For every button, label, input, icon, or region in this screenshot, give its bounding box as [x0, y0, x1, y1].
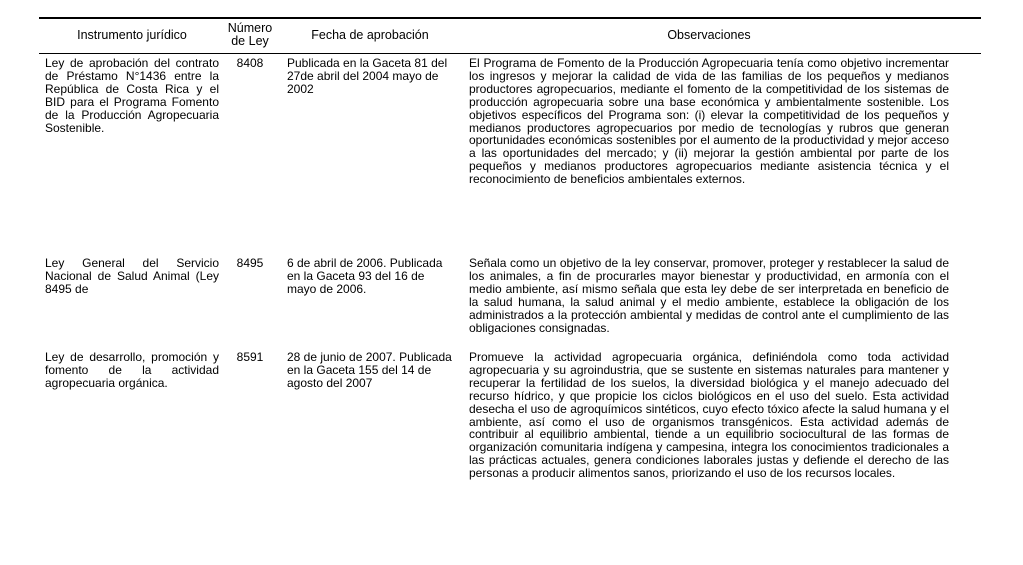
row-date: 28 de junio de 2007. Publicada en la Gaceta 155 del 14 de agosto del 2007 — [287, 350, 452, 390]
row-number: 8495 — [236, 256, 264, 270]
row-date: Publicada en la Gaceta 81 del 27de abril del 2004 mayo de 2002 — [287, 56, 448, 96]
header-date: Fecha de aprobación — [311, 28, 429, 42]
row-number: 8591 — [236, 350, 264, 364]
header-number: Número de Ley — [227, 21, 273, 48]
table-row — [39, 257, 981, 351]
header-observations: Observaciones — [667, 28, 751, 42]
table-header-row — [39, 19, 981, 53]
row-instrument: Ley General del Servicio Nacional de Salud Animal (Ley 8495 de — [45, 256, 219, 296]
table-header-rule — [39, 53, 981, 54]
table-row — [39, 57, 981, 257]
law-table — [39, 17, 981, 541]
row-observations: Señala como un objetivo de la ley conservar, promover, proteger y restablecer la salud de los animales, a fin de procurarles mayor bienestar y productividad, en armonía con el medio ambiente, así mismo señala que esta ley debe de ser interpretada en beneficio de la salud humana, la salud animal y el medio ambiente, establece la obligación de los administrados a la protección ambiental y medidas de control ante el cumplimiento de las obligaciones consignadas. — [469, 256, 949, 335]
row-observations: Promueve la actividad agropecuaria orgánica, definiéndola como toda actividad agropecuaria y su agroindustria, que se sustente en sistemas naturales para mantener y recuperar la fertilidad de los suelos, la diversidad biológica y el manejo adecuado del recurso hídrico, y que propicie los ciclos biológicos en el uso del suelo. Esta actividad desecha el uso de agroquímicos sintéticos, cuyo efecto tóxico afecte la salud humana y el ambiente, así como el uso de organismos transgénicos. Esta actividad además de contribuir al equilibrio ambiental, tiende a un equilibrio sociocultural de las formas de organización comunitaria indígena y campesina, integra los conocimientos tradicionales a las prácticas actuales, genera condiciones laborales justas y defiende el derecho de las personas a producir alimentos sanos, priorizando el uso de los recursos locales. — [469, 350, 949, 481]
table-row — [39, 351, 981, 541]
row-instrument: Ley de aprobación del contrato de Préstamo N°1436 entre la República de Costa Rica y el BID para el Programa Fomento de la Producción Agropecuaria Sostenible. — [45, 56, 219, 135]
row-date: 6 de abril de 2006. Publicada en la Gaceta 93 del 16 de mayo de 2006. — [287, 256, 443, 296]
row-observations: El Programa de Fomento de la Producción Agropecuaria tenía como objetivo incrementar los ingresos y mejorar la calidad de vida de las familias de los pequeños y medianos productores agropecuarios, mediante el fomento de la competitividad de los sistemas de producción agropecuaria sobre una base económica y ambientalmente sostenible. Los objetivos específicos del Programa son: (i) elevar la competitividad de los pequeños y medianos productores agropecuarios por medio de tecnologías y rubros que generan oportunidades económicas sostenibles por el aumento de la productividad y mejor acceso a las oportunidades del mercado; y (ii) mejorar la gestión ambiental por parte de los pequeños y medianos productores agropecuarios mediante asistencia técnica y el reconocimiento de beneficios ambientales externos. — [469, 56, 949, 187]
row-number: 8408 — [236, 56, 264, 70]
row-instrument: Ley de desarrollo, promoción y fomento de la actividad agropecuaria orgánica. — [45, 350, 219, 390]
header-instrument: Instrumento jurídico — [77, 28, 187, 42]
